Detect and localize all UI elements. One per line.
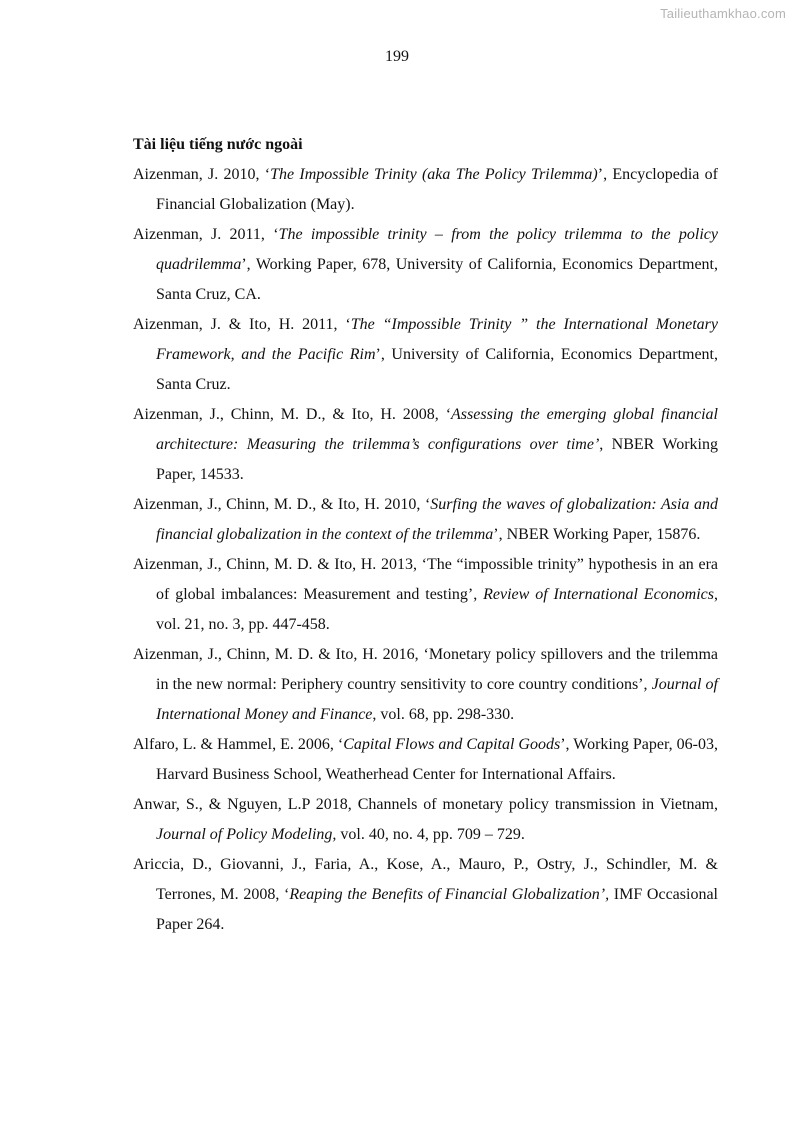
- reference-item: [133, 160, 718, 220]
- reference-title: Journal of International Money and Finance: [156, 676, 718, 723]
- reference-title: Assessing the emerging global financial architecture: Measuring the trilemma’s configurations over time’: [156, 406, 718, 453]
- reference-title: Surfing the waves of globalization: Asia and financial globalization in the context of the trilemma: [156, 496, 718, 543]
- page-number: 199: [385, 48, 409, 65]
- reference-text: Aizenman, J., Chinn, M. D. & Ito, H. 2013, ‘The “impossible trinity” hypothesis in an era of global imbalances: Measurement and testing’,: [133, 556, 718, 603]
- reference-text: Anwar, S., & Nguyen, L.P 2018, Channels of monetary policy transmission in Vietnam,: [133, 796, 718, 813]
- reference-title: The Impossible Trinity (aka The Policy Trilemma): [270, 166, 598, 183]
- reference-item: [133, 790, 718, 850]
- reference-item: [133, 730, 718, 790]
- reference-text: ’, University of California, Economics Department, Santa Cruz.: [156, 346, 719, 393]
- reference-text: ’, Working Paper, 06-03, Harvard Business School, Weatherhead Center for International Affairs.: [156, 736, 719, 783]
- reference-title: The “Impossible Trinity ” the International Monetary Framework, and the Pacific Rim: [156, 316, 719, 363]
- section-heading: Tài liệu tiếng nước ngoài: [133, 136, 303, 153]
- reference-text: Aizenman, J., Chinn, M. D. & Ito, H. 2016, ‘Monetary policy spillovers and the trilemma in the new normal: Periphery country sensitivity to core country conditions’,: [133, 646, 718, 693]
- reference-item: [133, 400, 718, 490]
- reference-text: , vol. 21, no. 3, pp. 447-458.: [156, 586, 719, 633]
- reference-item: [133, 640, 718, 730]
- reference-item: [133, 220, 718, 310]
- reference-text: vol. 40, no. 4, pp. 709 – 729.: [336, 826, 525, 843]
- reference-title: Journal of Policy Modeling,: [156, 826, 337, 843]
- reference-title: Reaping the Benefits of Financial Globalization’,: [289, 886, 610, 903]
- reference-text: Ariccia, D., Giovanni, J., Faria, A., Kose, A., Mauro, P., Ostry, J., Schindler, M. & Terrones, M. 2008, ‘: [133, 856, 718, 903]
- reference-text: Aizenman, J. 2010, ‘: [133, 166, 271, 183]
- reference-text: ’, Encyclopedia of Financial Globalization (May).: [156, 166, 719, 213]
- reference-item: [133, 310, 718, 400]
- reference-text: , vol. 68, pp. 298-330.: [372, 706, 515, 723]
- reference-text: ’, NBER Working Paper, 15876.: [493, 526, 701, 543]
- reference-title: Review of International Economics: [483, 586, 715, 603]
- reference-item: [133, 490, 718, 550]
- reference-text: ’, Working Paper, 678, University of California, Economics Department, Santa Cruz, CA.: [156, 256, 718, 303]
- reference-item: [133, 850, 718, 940]
- reference-item: [133, 550, 718, 640]
- watermark: Tailieuthamkhao.com: [660, 6, 786, 21]
- reference-list: [133, 160, 718, 940]
- reference-text: Alfaro, L. & Hammel, E. 2006, ‘: [133, 736, 344, 753]
- references-section: [133, 130, 718, 940]
- reference-text: Aizenman, J., Chinn, M. D., & Ito, H. 2008, ‘: [133, 406, 452, 423]
- reference-text: Aizenman, J., Chinn, M. D., & Ito, H. 2010, ‘: [133, 496, 431, 513]
- reference-text: Aizenman, J. & Ito, H. 2011, ‘: [133, 316, 351, 333]
- reference-text: , NBER Working Paper, 14533.: [156, 436, 718, 483]
- reference-text: Aizenman, J. 2011, ‘: [133, 226, 279, 243]
- reference-text: IMF Occasional Paper 264.: [156, 886, 718, 933]
- reference-title: The impossible trinity – from the policy trilemma to the policy quadrilemma: [156, 226, 718, 273]
- reference-title: Capital Flows and Capital Goods: [343, 736, 561, 753]
